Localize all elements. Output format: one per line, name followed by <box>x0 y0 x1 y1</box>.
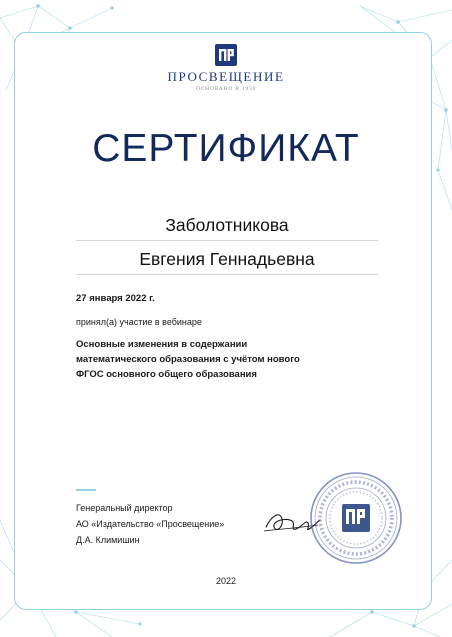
brand-name: ПРОСВЕЩЕНИЕ <box>167 69 285 84</box>
recipient-given-names: Евгения Геннадьевна <box>76 244 378 275</box>
signer-block <box>76 500 224 548</box>
signer-position: Генеральный директор <box>76 503 173 513</box>
webinar-title <box>76 337 376 382</box>
founded-caption: ОСНОВАНО В 1930 <box>195 86 257 92</box>
certificate-title: СЕРТИФИКАТ <box>92 127 360 170</box>
signer-organization: АО «Издательство «Просвещение» <box>76 519 225 529</box>
prosveshchenie-logo-icon <box>215 44 237 66</box>
recipient-surname: Заболотникова <box>76 210 378 241</box>
signer-divider <box>76 489 96 491</box>
webinar-title-line: ФГОС основного общего образования <box>76 369 257 380</box>
company-seal <box>308 470 404 566</box>
webinar-title-line: математического образования с учётом нового <box>76 354 300 365</box>
publisher-logo <box>160 44 292 92</box>
signer-name: Д.А. Климишин <box>76 535 140 545</box>
certificate-year: 2022 <box>215 576 237 586</box>
event-date: 27 января 2022 г. <box>76 293 155 304</box>
webinar-title-line: Основные изменения в содержании <box>76 339 248 350</box>
participation-text: принял(а) участие в вебинаре <box>76 317 202 327</box>
